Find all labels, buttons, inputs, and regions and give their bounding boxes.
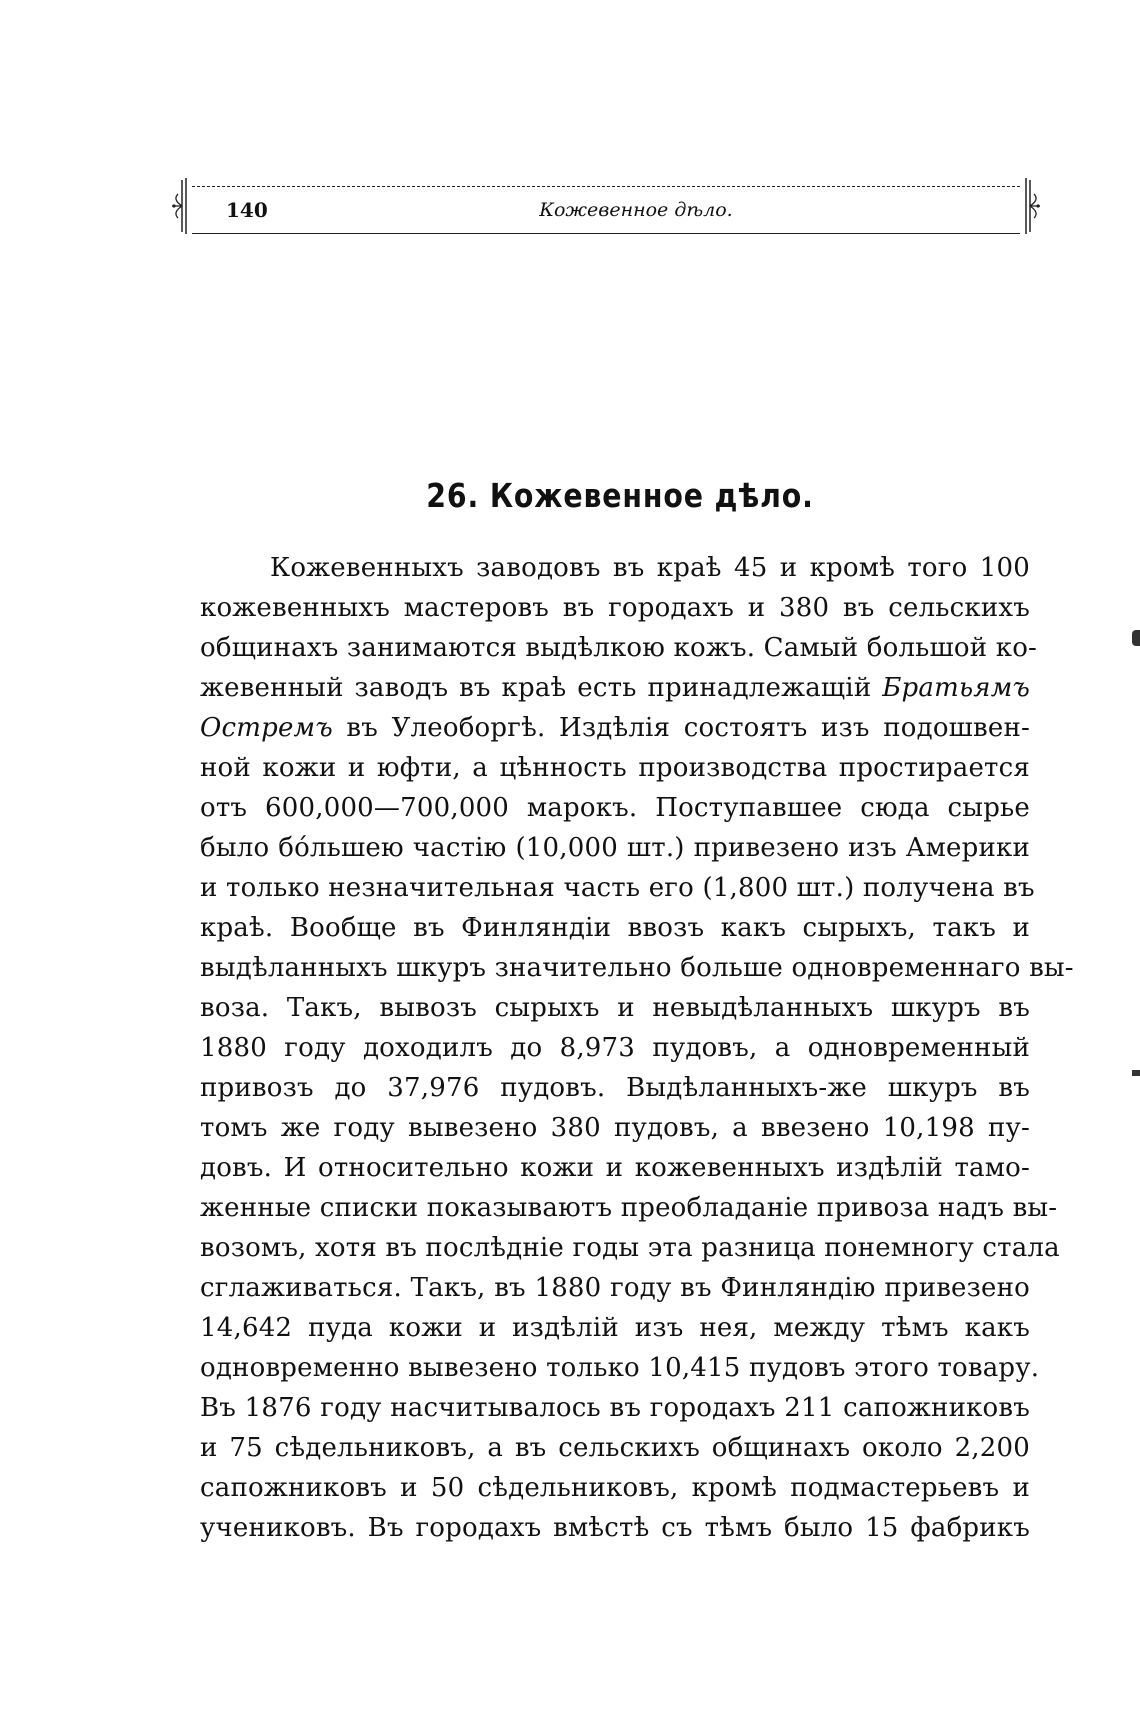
page-number: 140 bbox=[226, 198, 268, 222]
scan-edge-mark bbox=[1132, 1070, 1140, 1076]
header-rule-top bbox=[192, 186, 1020, 187]
text-line: и только незначительная часть его (1,800 шт.) получена въ bbox=[200, 873, 1035, 903]
scan-edge-mark bbox=[1132, 630, 1140, 646]
italic-name: Остремъ bbox=[200, 713, 333, 743]
header-rule-bottom bbox=[192, 233, 1020, 234]
text-line: 14,642 пуда кожи и издѣлій изъ нея, между тѣмъ какъ bbox=[200, 1313, 1030, 1343]
text-line: возомъ, хотя въ послѣдніе годы эта разница понемногу стала bbox=[200, 1233, 1060, 1263]
text-line: сапожниковъ и 50 сѣдельниковъ, кромѣ подмастерьевъ и bbox=[200, 1473, 1030, 1503]
text-line: и 75 сѣдельниковъ, а въ сельскихъ общинахъ около 2,200 bbox=[200, 1433, 1030, 1463]
text-fragment: жевенный заводъ въ краѣ есть принадлежащій bbox=[200, 673, 872, 703]
text-fragment: въ Улеоборгѣ. Издѣлія состоятъ изъ подошвен- bbox=[346, 713, 1030, 743]
text-line bbox=[200, 668, 1030, 708]
italic-name: Братьямъ bbox=[882, 673, 1031, 703]
section-heading: 26. Кожевенное дѣло. bbox=[426, 476, 814, 515]
text-line: отъ 600,000—700,000 марокъ. Поступавшее сюда сырье bbox=[200, 793, 1030, 823]
text-line: воза. Такъ, вывозъ сырыхъ и невыдѣланныхъ шкуръ въ bbox=[200, 993, 1030, 1023]
text-line: кожевенныхъ мастеровъ въ городахъ и 380 въ сельскихъ bbox=[200, 593, 1030, 623]
text-line: томъ же году вывезено 380 пудовъ, а ввезено 10,198 пу- bbox=[200, 1113, 1030, 1143]
text-line bbox=[200, 708, 1030, 748]
text-line: одновременно вывезено только 10,415 пудовъ этого товару. bbox=[200, 1353, 1040, 1383]
text-line: учениковъ. Въ городахъ вмѣстѣ съ тѣмъ было 15 фабрикъ bbox=[200, 1513, 1030, 1543]
text-line: 1880 году доходилъ до 8,973 пудовъ, а одновременный bbox=[200, 1033, 1030, 1063]
bracket-ornament-icon bbox=[1018, 176, 1040, 236]
text-line: Кожевенныхъ заводовъ въ краѣ 45 и кромѣ того 100 bbox=[270, 553, 1030, 583]
body-paragraph bbox=[200, 548, 1074, 1548]
text-line: выдѣланныхъ шкуръ значительно больше одновременнаго вы- bbox=[200, 953, 1074, 983]
text-line: довъ. И относительно кожи и кожевенныхъ издѣлій тамо- bbox=[200, 1153, 1030, 1183]
text-line: женные списки показываютъ преобладаніе привоза надъ вы- bbox=[200, 1193, 1058, 1223]
text-line: ной кожи и юфти, а цѣнность производства простирается bbox=[200, 753, 1030, 783]
text-line: привозъ до 37,976 пудовъ. Выдѣланныхъ-же шкуръ въ bbox=[200, 1073, 1030, 1103]
text-line: общинахъ занимаются выдѣлкою кожъ. Самый большой ко- bbox=[200, 633, 1038, 663]
running-title: Кожевенное дѣло. bbox=[539, 199, 733, 221]
text-line: краѣ. Вообще въ Финляндіи ввозъ какъ сырыхъ, такъ и bbox=[200, 913, 1030, 943]
running-head bbox=[178, 176, 1034, 234]
text-line: было бо́льшею частію (10,000 шт.) привезено изъ Америки bbox=[200, 833, 1030, 863]
text-line: Въ 1876 году насчитывалось въ городахъ 211 сапожниковъ bbox=[200, 1393, 1030, 1423]
text-line: сглаживаться. Такъ, въ 1880 году въ Финляндію привезено bbox=[200, 1273, 1030, 1303]
